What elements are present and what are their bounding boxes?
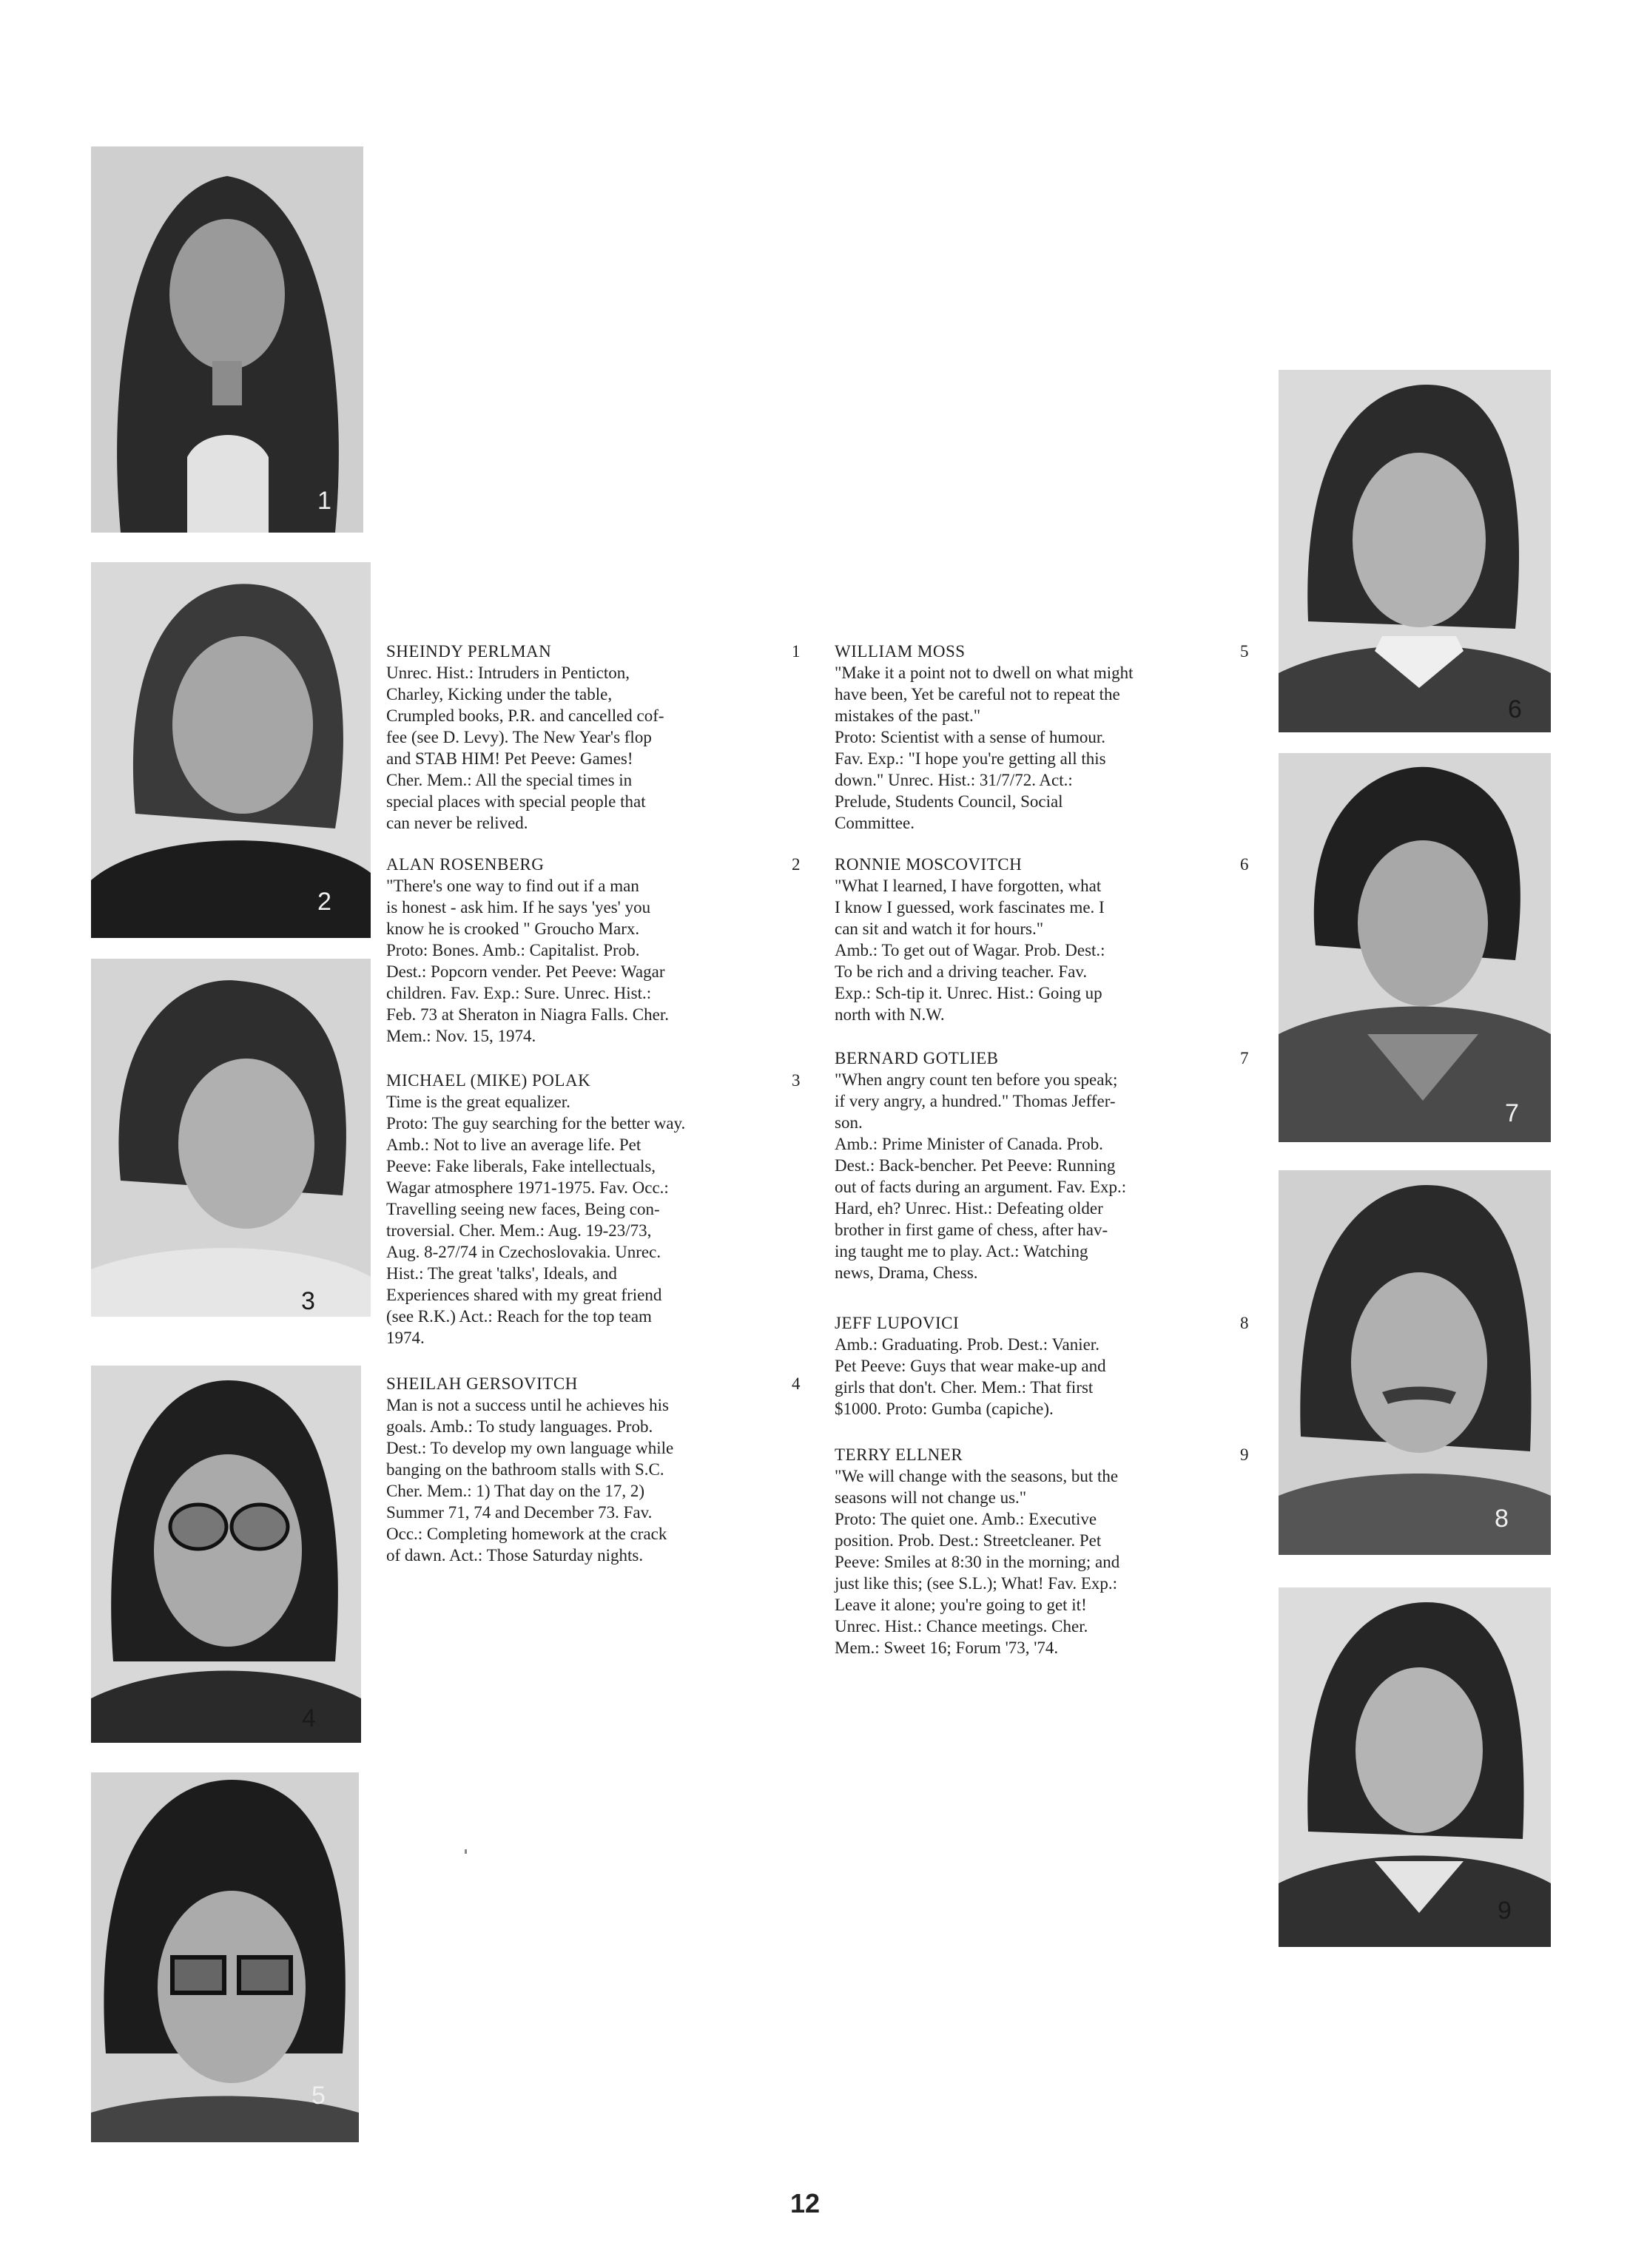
entry-number: 5 — [1240, 642, 1249, 661]
entry-text: "There's one way to find out if a man is honest - ask him. If he says 'yes' you know he is crooked " Groucho Marx. Proto: Bones. Amb.: Capitalist. Prob. Dest.: Popcorn vender. Pet Peeve: Wagar children. Fav. Exp.: Sure. Unrec. Hist.: Feb. 73 at Sheraton in Niagra Falls. Cher. Mem.: Nov. 15, 1974. — [386, 877, 669, 1045]
entry-number: 8 — [1240, 1314, 1249, 1332]
photo-number: 5 — [311, 2082, 326, 2110]
entry-text: "Make it a point not to dwell on what might have been, Yet be careful not to repeat the mistakes of the past." Proto: Scientist with a sense of humour. Fav. Exp.: "I hope you're getting all this down." Unrec. Hist.: 31/7/72. Act.: Prelude, Students Council, Social Committee. — [835, 664, 1134, 832]
entry-number: 7 — [1240, 1049, 1249, 1067]
page-number: 12 — [790, 2188, 821, 2218]
portrait-photo-9 — [1279, 1587, 1551, 1947]
entry-name: TERRY ELLNER — [835, 1445, 963, 1464]
portrait-image — [91, 1366, 361, 1743]
portrait-photo-5 — [91, 1772, 359, 2142]
entry-text: Time is the great equalizer. Proto: The guy searching for the better way. Amb.: Not to live an average life. Pet Peeve: Fake liberals, Fake intellectuals, Wagar atmosphere 1971-1975. Fav. Occ.: Travelling seeing new faces, Being con- troversial. Cher. Mem.: Aug. 19-23/73, Aug. 8-27/74 in Czechoslovakia. Unrec. Hist.: The great 'talks', Ideals, and Experiences shared with my great friend (see R.K.) Act.: Reach for the top team 1974. — [386, 1093, 686, 1347]
portrait-photo-6 — [1279, 370, 1551, 732]
entry-william-moss — [835, 641, 1249, 834]
entry-ronnie-moscovitch — [835, 854, 1249, 1025]
entry-name: SHEILAH GERSOVITCH — [386, 1374, 578, 1393]
portrait-image — [91, 146, 363, 533]
entry-text: "When angry count ten before you speak; if very angry, a hundred." Thomas Jeffer- son. Amb.: Prime Minister of Canada. Prob. Dest.: Back-bencher. Pet Peeve: Running out of facts during an argument. Fav. Exp.: Hard, eh? Unrec. Hist.: Defeating older brother in first game of chess, after hav- ing taught me to play. Act.: Watching news, Drama, Chess. — [835, 1070, 1127, 1282]
entry-michael-polak — [386, 1070, 801, 1349]
portrait-photo-7 — [1279, 753, 1551, 1142]
portrait-image — [91, 562, 371, 938]
photo-number: 3 — [301, 1287, 315, 1315]
entry-name: SHEINDY PERLMAN — [386, 642, 552, 661]
portrait-image — [91, 959, 371, 1317]
portrait-photo-2 — [91, 562, 371, 938]
portrait-image — [1279, 753, 1551, 1142]
entry-text: Man is not a success until he achieves his goals. Amb.: To study languages. Prob. Dest.: To develop my own language while banging on the bathroom stalls with S.C. Cher. Mem.: 1) That day on the 17, 2) Summer 71, 74 and December 73. Fav. Occ.: Completing homework at the crack of dawn. Act.: Those Saturday nights. — [386, 1396, 674, 1565]
entry-number: 1 — [792, 642, 801, 661]
photo-number: 9 — [1498, 1897, 1512, 1925]
entry-name: ALAN ROSENBERG — [386, 855, 545, 874]
entry-text: "We will change with the seasons, but the seasons will not change us." Proto: The quiet one. Amb.: Executive position. Prob. Dest.: Streetcleaner. Pet Peeve: Smiles at 8:30 in the morning; and just like this; (see S.L.); What! Fav. Exp.: Leave it alone; you're going to get it! Unrec. Hist.: Chance meetings. Cher. Mem.: Sweet 16; Forum '73, '74. — [835, 1467, 1120, 1657]
portrait-photo-4 — [91, 1366, 361, 1743]
entry-number: 4 — [792, 1374, 801, 1393]
entry-jeff-lupovici — [835, 1312, 1249, 1420]
portrait-photo-3 — [91, 959, 371, 1317]
portrait-photo-8 — [1279, 1170, 1551, 1555]
entry-name: WILLIAM MOSS — [835, 642, 966, 661]
photo-number: 8 — [1495, 1505, 1509, 1533]
photo-number: 2 — [317, 888, 331, 916]
entry-name: MICHAEL (MIKE) POLAK — [386, 1071, 591, 1090]
entry-sheilah-gersovitch — [386, 1373, 801, 1566]
entry-number: 2 — [792, 855, 801, 874]
portrait-photo-1 — [91, 146, 363, 533]
portrait-image — [1279, 1170, 1551, 1555]
entry-name: RONNIE MOSCOVITCH — [835, 855, 1023, 874]
entry-number: 9 — [1240, 1445, 1249, 1464]
entry-text: "What I learned, I have forgotten, what I know I guessed, work fascinates me. I can sit and watch it for hours." Amb.: To get out of Wagar. Prob. Dest.: To be rich and a driving teacher. Fav. Exp.: Sch-tip it. Unrec. Hist.: Going up north with N.W. — [835, 877, 1105, 1024]
entry-bernard-gotlieb — [835, 1047, 1249, 1283]
entry-number: 3 — [792, 1071, 801, 1090]
entry-number: 6 — [1240, 855, 1249, 874]
photo-number: 1 — [317, 487, 331, 515]
entry-alan-rosenberg — [386, 854, 801, 1047]
entry-terry-ellner — [835, 1444, 1249, 1658]
portrait-image — [1279, 370, 1551, 732]
entry-name: BERNARD GOTLIEB — [835, 1049, 999, 1067]
entry-text: Unrec. Hist.: Intruders in Penticton, Charley, Kicking under the table, Crumpled books, P.R. and cancelled cof- fee (see D. Levy). The New Year's flop and STAB HIM! Pet Peeve: Games! Cher. Mem.: All the special times in special places with special people that can never be relived. — [386, 664, 664, 832]
entry-text: Amb.: Graduating. Prob. Dest.: Vanier. Pet Peeve: Guys that wear make-up and girls that don't. Cher. Mem.: That first $1000. Proto: Gumba (capiche). — [835, 1335, 1106, 1418]
photo-number: 4 — [302, 1704, 316, 1732]
portrait-image — [1279, 1587, 1551, 1947]
entry-name: JEFF LUPOVICI — [835, 1314, 960, 1332]
photo-number: 6 — [1508, 695, 1522, 723]
print-speck — [465, 1849, 467, 1854]
photo-number: 7 — [1505, 1099, 1519, 1127]
entry-sheindy-perlman — [386, 641, 801, 834]
